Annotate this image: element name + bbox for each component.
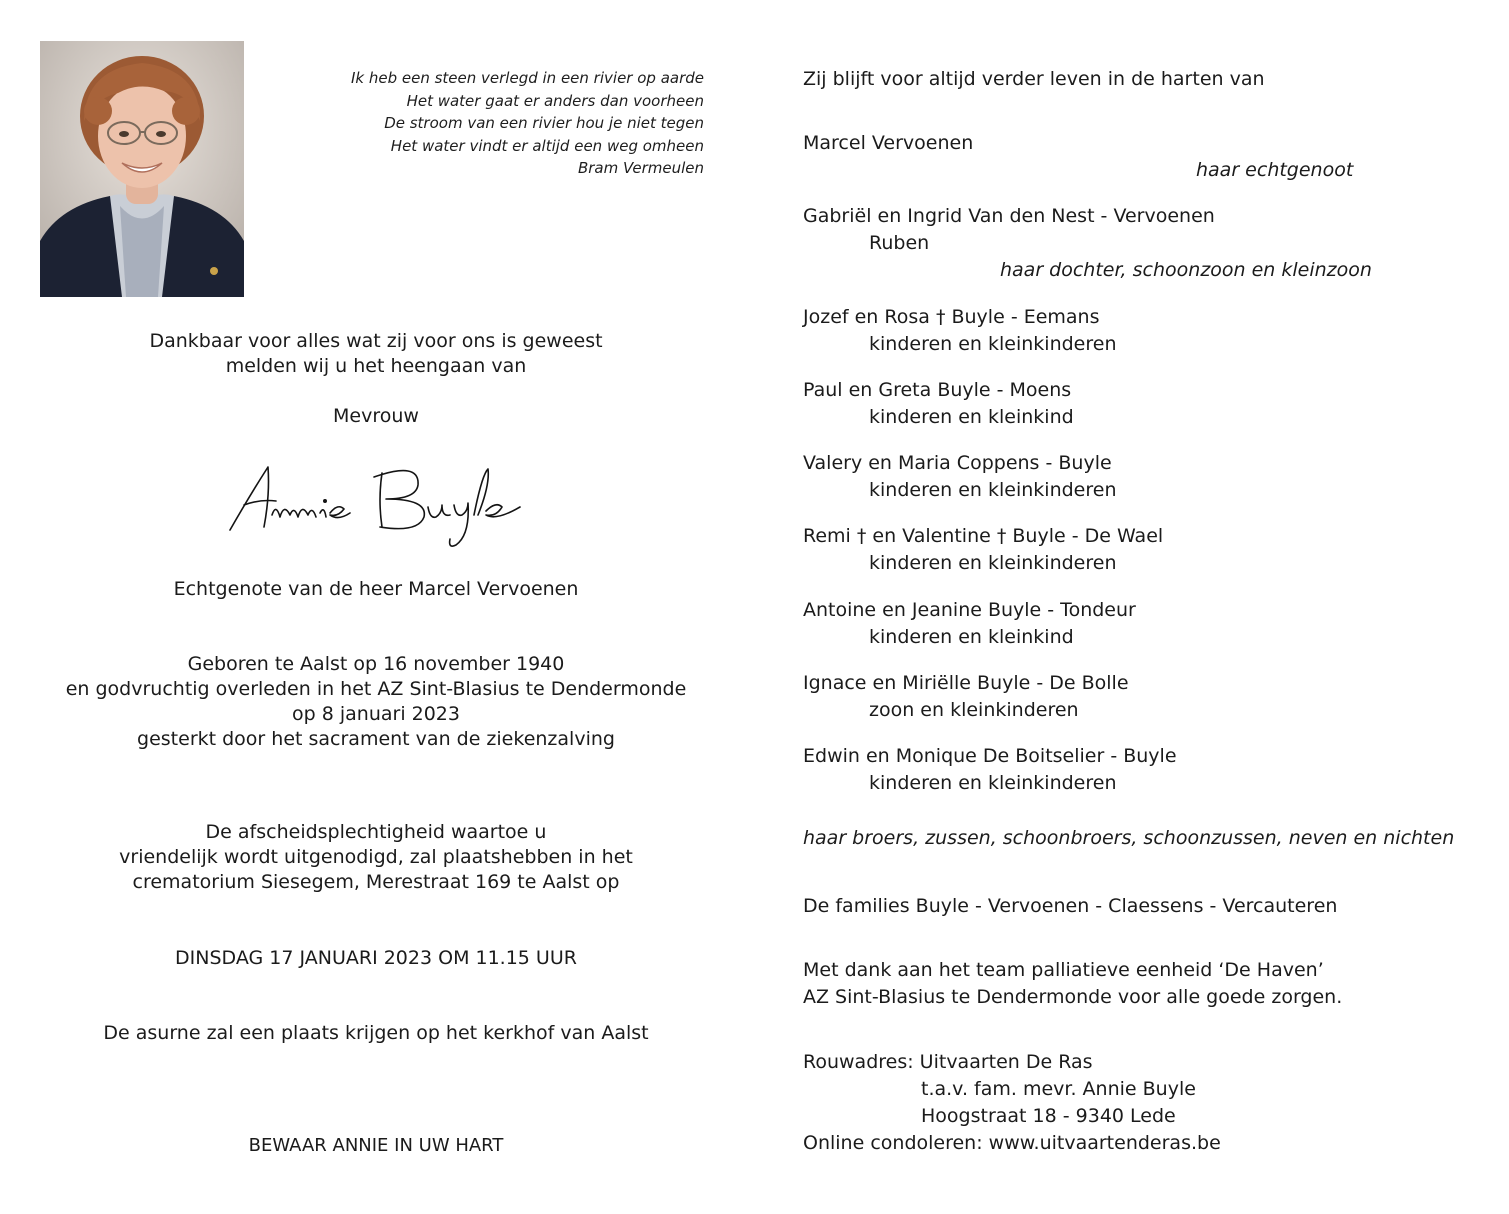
poem xyxy=(300,67,704,180)
sibling-block xyxy=(803,377,1074,431)
thanks-block xyxy=(803,957,1342,1011)
birth-death xyxy=(40,652,712,752)
thanks-line: AZ Sint-Blasius te Dendermonde voor alle goede zorgen. xyxy=(803,986,1343,1008)
birth-death-line: op 8 januari 2023 xyxy=(292,703,460,725)
birth-death-line: Geboren te Aalst op 16 november 1940 xyxy=(187,653,565,675)
ceremony-line: crematorium Siesegem, Merestraat 169 te Aalst op xyxy=(132,871,620,893)
sibling-sub: kinderen en kleinkind xyxy=(869,626,1074,648)
intro-text xyxy=(40,329,712,379)
sibling-sub: kinderen en kleinkinderen xyxy=(869,479,1117,501)
sibling-sub: kinderen en kleinkind xyxy=(869,406,1074,428)
sibling-name: Ignace en Miriëlle Buyle - De Bolle xyxy=(803,672,1129,694)
poem-author: Bram Vermeulen xyxy=(577,159,704,178)
salutation: Mevrouw xyxy=(333,405,419,427)
siblings-relation: haar broers, zussen, schoonbroers, schoonzussen, neven en nichten xyxy=(803,827,1455,849)
intro-line: melden wij u het heengaan van xyxy=(225,355,527,377)
husband-block xyxy=(803,130,1353,184)
ceremony-line: vriendelijk wordt uitgenodigd, zal plaatshebben in het xyxy=(119,846,633,868)
daughter-name: Gabriël en Ingrid Van den Nest - Vervoenen xyxy=(803,205,1215,227)
sibling-block xyxy=(803,743,1177,797)
sibling-sub: zoon en kleinkinderen xyxy=(869,699,1079,721)
ceremony-line: De afscheidsplechtigheid waartoe u xyxy=(205,821,547,843)
signature xyxy=(160,455,600,550)
portrait-photo xyxy=(40,41,244,297)
poem-line: Het water gaat er anders dan voorheen xyxy=(406,91,704,110)
sibling-block xyxy=(803,450,1117,504)
sibling-name: Remi † en Valentine † Buyle - De Wael xyxy=(803,525,1164,547)
birth-death-line: en godvruchtig overleden in het AZ Sint-Blasius te Dendermonde xyxy=(65,678,687,700)
family-intro: Zij blijft voor altijd verder leven in de harten van xyxy=(803,68,1265,90)
urn-line: De asurne zal een plaats krijgen op het kerkhof van Aalst xyxy=(103,1022,649,1044)
poem-line: De stroom van een rivier hou je niet tegen xyxy=(384,114,704,133)
daughter-relation: haar dochter, schoonzoon en kleinzoon xyxy=(1000,259,1372,281)
address-block xyxy=(803,1049,1221,1157)
sibling-name: Antoine en Jeanine Buyle - Tondeur xyxy=(803,599,1136,621)
ceremony-text xyxy=(40,820,712,895)
closing-line: BEWAAR ANNIE IN UW HART xyxy=(248,1135,504,1156)
families-line: De families Buyle - Vervoenen - Claessens - Vercauteren xyxy=(803,895,1338,917)
sibling-block xyxy=(803,670,1129,724)
sibling-block xyxy=(803,523,1163,577)
daughter-block xyxy=(803,203,1372,284)
address-label: Rouwadres: Uitvaarten De Ras xyxy=(803,1051,1093,1073)
sibling-block xyxy=(803,304,1117,358)
poem-line: Het water vindt er altijd een weg omheen xyxy=(390,136,704,155)
sibling-name: Edwin en Monique De Boitselier - Buyle xyxy=(803,745,1177,767)
sibling-sub: kinderen en kleinkinderen xyxy=(869,333,1117,355)
portrait-illustration xyxy=(40,41,244,297)
husband-relation: haar echtgenoot xyxy=(1196,159,1354,181)
ceremony-date: DINSDAG 17 JANUARI 2023 OM 11.15 UUR xyxy=(175,947,577,969)
thanks-line: Met dank aan het team palliatieve eenheid ‘De Haven’ xyxy=(803,959,1324,981)
online-condolence[interactable]: Online condoleren: www.uitvaartenderas.be xyxy=(803,1132,1221,1154)
spouse-line: Echtgenote van de heer Marcel Vervoenen xyxy=(173,578,579,600)
grandson-name: Ruben xyxy=(869,232,930,254)
sibling-name: Jozef en Rosa † Buyle - Eemans xyxy=(803,306,1100,328)
husband-name: Marcel Vervoenen xyxy=(803,132,974,154)
intro-line: Dankbaar voor alles wat zij voor ons is geweest xyxy=(149,330,603,352)
sibling-block xyxy=(803,597,1136,651)
birth-death-line: gesterkt door het sacrament van de ziekenzalving xyxy=(137,728,615,750)
poem-line: Ik heb een steen verlegd in een rivier op aarde xyxy=(350,69,704,87)
sibling-sub: kinderen en kleinkinderen xyxy=(869,552,1117,574)
address-line: Hoogstraat 18 - 9340 Lede xyxy=(921,1105,1176,1127)
sibling-sub: kinderen en kleinkinderen xyxy=(869,772,1117,794)
address-line: t.a.v. fam. mevr. Annie Buyle xyxy=(921,1078,1196,1100)
sibling-name: Paul en Greta Buyle - Moens xyxy=(803,379,1072,401)
sibling-name: Valery en Maria Coppens - Buyle xyxy=(803,452,1112,474)
